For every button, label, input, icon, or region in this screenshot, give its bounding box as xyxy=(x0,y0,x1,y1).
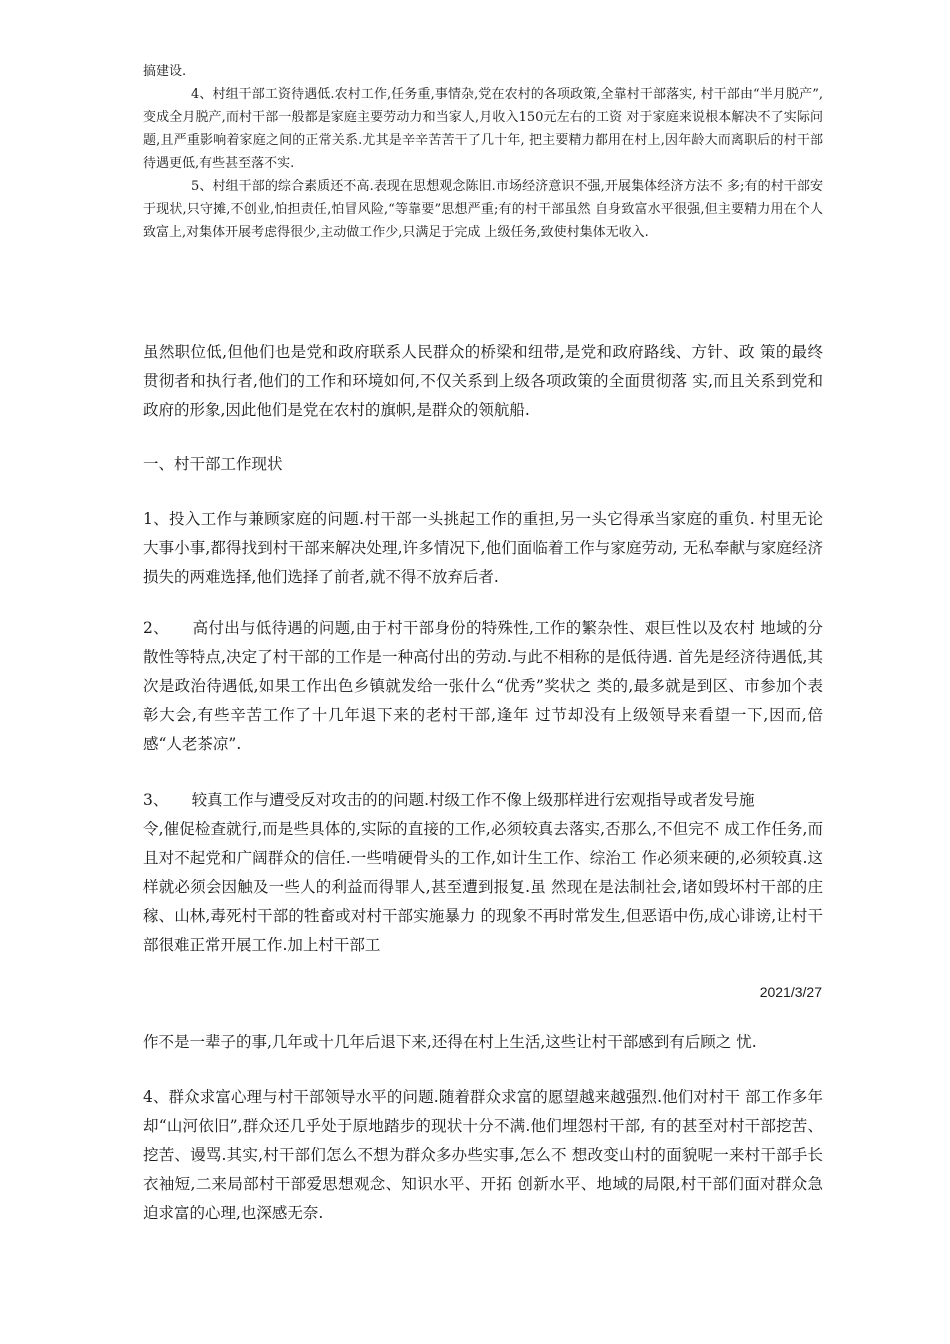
item-5-paragraph: 5、村组干部的综合素质还不高.表现在思想观念陈旧.市场经济意识不强,开展集体经济方法不 多;有的村干部安于现状,只守摊,不创业,怕担责任,怕冒风险,“等靠要”思想严重;有的村干部虽然 自身致富水平很强,但主要精力用在个人致富上,对集体开展考虑得很少,主动做工作少,只满足于完成 上级任务,致使村集体无收入. xyxy=(143,179,823,240)
point-4-block xyxy=(143,1083,823,1228)
section-heading: 一、村干部工作现状 xyxy=(143,455,283,473)
heading-block xyxy=(143,450,823,479)
point-3-block xyxy=(143,786,823,960)
point-3-continued-block xyxy=(143,1028,823,1057)
point-1-paragraph: 1、投入工作与兼顾家庭的问题.村干部一头挑起工作的重担,另一头它得承当家庭的重负. 村里无论大事小事,都得找到村干部来解决处理,许多情况下,他们面临着工作与家庭劳动, 无私奉献与家庭经济损失的两难选择,他们选择了前者,就不得不放弃后者. xyxy=(143,510,823,586)
point-3-first-line: 3、 较真工作与遭受反对攻击的的问题.村级工作不像上级那样进行宏观指导或者发号施 xyxy=(143,791,755,809)
intro-paragraph: 虽然职位低,但他们也是党和政府联系人民群众的桥梁和纽带,是党和政府路线、方针、政 策的最终贯彻者和执行者,他们的工作和环境如何,不仅关系到上级各项政策的全面贯彻落 实,而且关系到党和政府的形象,因此他们是党在农村的旗帜,是群众的领航船. xyxy=(143,343,823,419)
point-2-block xyxy=(143,614,823,759)
top-section xyxy=(143,60,823,244)
item-4-paragraph: 4、村组干部工资待遇低.农村工作,任务重,事情杂,党在农村的各项政策,全靠村干部落实, 村干部由“半月脱产”,变成全月脱产,而村干部一般都是家庭主要劳动力和当家人,月收入150元左右的工资 对于家庭来说根本解决不了实际问题,且严重影响着家庭之间的正常关系.尤其是辛辛苦苦干了几十年, 把主要精力都用在村上,因年龄大而离职后的村干部待遇更低,有些甚至落不实. xyxy=(143,87,823,171)
point-2-paragraph: 2、 高付出与低待遇的问题,由于村干部身份的特殊性,工作的繁杂性、艰巨性以及农村 地域的分散性等特点,决定了村干部的工作是一种高付出的劳动.与此不相称的是低待遇. 首先是经济待遇低,其次是政治待遇低,如果工作出色乡镇就发给一张什么“优秀”奖状之 类的,最多就是到区、市参加个表彰大会,有些辛苦工作了十几年退下来的老村干部,逢年 过节却没有上级领导来看望一下,因而,倍感“人老茶凉”. xyxy=(143,619,823,753)
point-3-continued-paragraph: 作不是一辈子的事,几年或十几年后退下来,还得在村上生活,这些让村干部感到有后顾之 忧. xyxy=(143,1033,757,1051)
intro-line: 搞建设. xyxy=(143,64,187,79)
point-4-paragraph: 4、群众求富心理与村干部领导水平的问题.随着群众求富的愿望越来越强烈.他们对村干 部工作多年却“山河依旧”,群众还几乎处于原地踏步的现状十分不满.他们埋怨村干部, 有的甚至对村干部挖苦、挖苦、谩骂.其实,村干部们怎么不想为群众多办些实事,怎么不 想改变山村的面貌呢一来村干部手长衣袖短,二来局部村干部爱思想观念、知识水平、开拓 创新水平、地域的局限,村干部们面对群众急迫求富的心理,也深感无奈. xyxy=(143,1088,823,1222)
intro-paragraph-block xyxy=(143,338,823,425)
point-1-block xyxy=(143,505,823,592)
page-date: 2021/3/27 xyxy=(759,984,822,1000)
point-3-paragraph: 令,催促检查就行,而是些具体的,实际的直接的工作,必须较真去落实,否那么,不但完不 成工作任务,而且对不起党和广阔群众的信任.一些啃硬骨头的工作,如计生工作、综治工 作必须来硬的,必须较真.这样就必须会因触及一些人的利益而得罪人,甚至遭到报复.虽 然现在是法制社会,诸如毁坏村干部的庄稼、山林,毒死村干部的牲畜或对村干部实施暴力 的现象不再时常发生,但恶语中伤,成心诽谤,让村干部很难正常开展工作.加上村干部工 xyxy=(143,820,823,954)
